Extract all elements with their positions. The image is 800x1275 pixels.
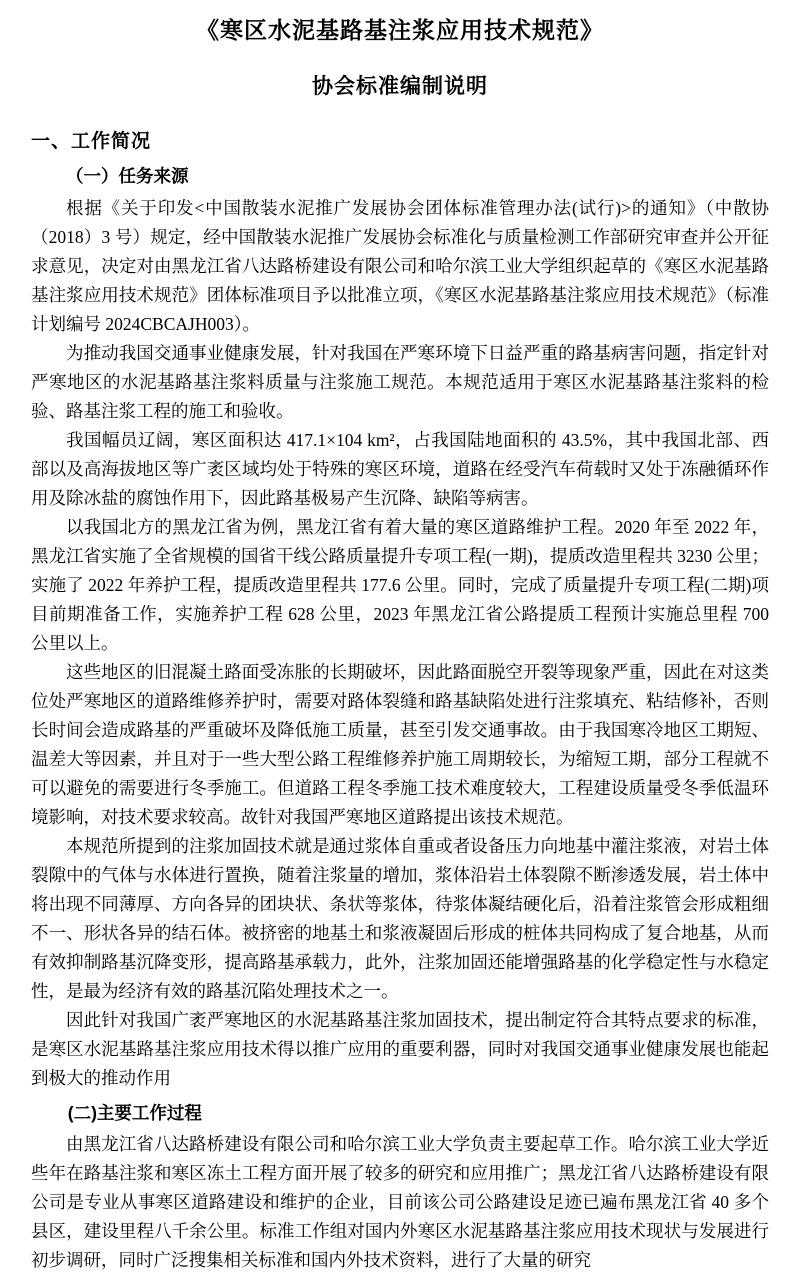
- subsection-heading-task-source: （一）任务来源: [66, 166, 189, 186]
- document-subtitle: 协会标准编制说明: [312, 75, 488, 98]
- section-heading-work-overview: 一、工作简况: [31, 131, 152, 152]
- paragraph-task-source-2: 为推动我国交通事业健康发展，针对我国在严寒环境下日益严重的路基病害问题，指定针对严寒地区的水泥基路基注浆料质量与注浆施工规范。本规范适用于寒区水泥基路基注浆料的检验、路基注浆工程的施工和验收。: [31, 343, 769, 421]
- paragraph-task-source-3: 我国幅员辽阔，寒区面积达 417.1×104 km²，占我国陆地面积的 43.5%，其中我国北部、西部以及高海拔地区等广袤区域均处于特殊的寒区环境，道路在经受汽车荷载时又处于冻融循环作用及除冰盐的腐蚀作用下，因此路基极易产生沉降、缺陷等病害。: [31, 430, 769, 508]
- paragraph-task-source-4: 以我国北方的黑龙江省为例，黑龙江省有着大量的寒区道路维护工程。2020 年至 2022 年，黑龙江省实施了全省规模的国省干线公路质量提升专项工程(一期)，提质改造里程共 3230 公里；实施了 2022 年养护工程，提质改造里程共 177.6 公里。同时，完成了质量提升专项工程(二期)项目前期准备工作，实施养护工程 628 公里，2023 年黑龙江省公路提质工程预计实施总里程 700 公里以上。: [31, 517, 769, 653]
- paragraph-task-source-7: 因此针对我国广袤严寒地区的水泥基路基注浆加固技术，提出制定符合其特点要求的标准，是寒区水泥基路基注浆应用技术得以推广应用的重要利器，同时对我国交通事业健康发展也能起到极大的推动作用: [31, 1010, 769, 1088]
- subsection-heading-main-work-process: (二)主要工作过程: [67, 1103, 202, 1123]
- paragraph-task-source-5: 这些地区的旧混凝土路面受冻胀的长期破坏，因此路面脱空开裂等现象严重，因此在对这类位处严寒地区的道路维修养护时，需要对路体裂缝和路基缺陷处进行注浆填充、粘结修补，否则长时间会造成路基的严重破坏及降低施工质量，甚至引发交通事故。由于我国寒冷地区工期短、温差大等因素，并且对于一些大型公路工程维修养护施工周期较长，为缩短工期，部分工程就不可以避免的需要进行冬季施工。但道路工程冬季施工技术难度较大，工程建设质量受冬季低温环境影响，对技术要求较高。故针对我国严寒地区道路提出该技术规范。: [31, 662, 769, 827]
- paragraph-task-source-1: 根据《关于印发<中国散装水泥推广发展协会团体标准管理办法(试行)>的通知》（中散协（2018）3 号）规定，经中国散装水泥推广发展协会标准化与质量检测工作部研究审查并公开征求意见，决定对由黑龙江省八达路桥建设有限公司和哈尔滨工业大学组织起草的《寒区水泥基路基注浆应用技术规范》团体标准项目予以批准立项，《寒区水泥基路基注浆应用技术规范》（标准计划编号 2024CBCAJH003）。: [31, 198, 769, 334]
- document-title: 《寒区水泥基路基注浆应用技术规范》: [196, 17, 604, 43]
- paragraph-task-source-6: 本规范所提到的注浆加固技术就是通过浆体自重或者设备压力向地基中灌注浆液，对岩土体裂隙中的气体与水体进行置换，随着注浆量的增加，浆体沿岩土体裂隙不断渗透发展，岩土体中将出现不同薄厚、方向各异的团块状、条状等浆体，待浆体凝结硬化后，沿着注浆管会形成粗细不一、形状各异的结石体。被挤密的地基土和浆液凝固后形成的桩体共同构成了复合地基，从而有效抑制路基沉降变形，提高路基承载力，此外，注浆加固还能增强路基的化学稳定性与水稳定性，是最为经济有效的路基沉陷处理技术之一。: [31, 836, 769, 1001]
- paragraph-work-process-1: 由黑龙江省八达路桥建设有限公司和哈尔滨工业大学负责主要起草工作。哈尔滨工业大学近些年在路基注浆和寒区冻土工程方面开展了较多的研究和应用推广；黑龙江省八达路桥建设有限公司是专业从事寒区道路建设和维护的企业，目前该公司公路建设足迹已遍布黑龙江省 40 多个县区，建设里程八千余公里。标准工作组对国内外寒区水泥基路基注浆应用技术现状与发展进行初步调研，同时广泛搜集相关标准和国内外技术资料，进行了大量的研究: [31, 1134, 769, 1270]
